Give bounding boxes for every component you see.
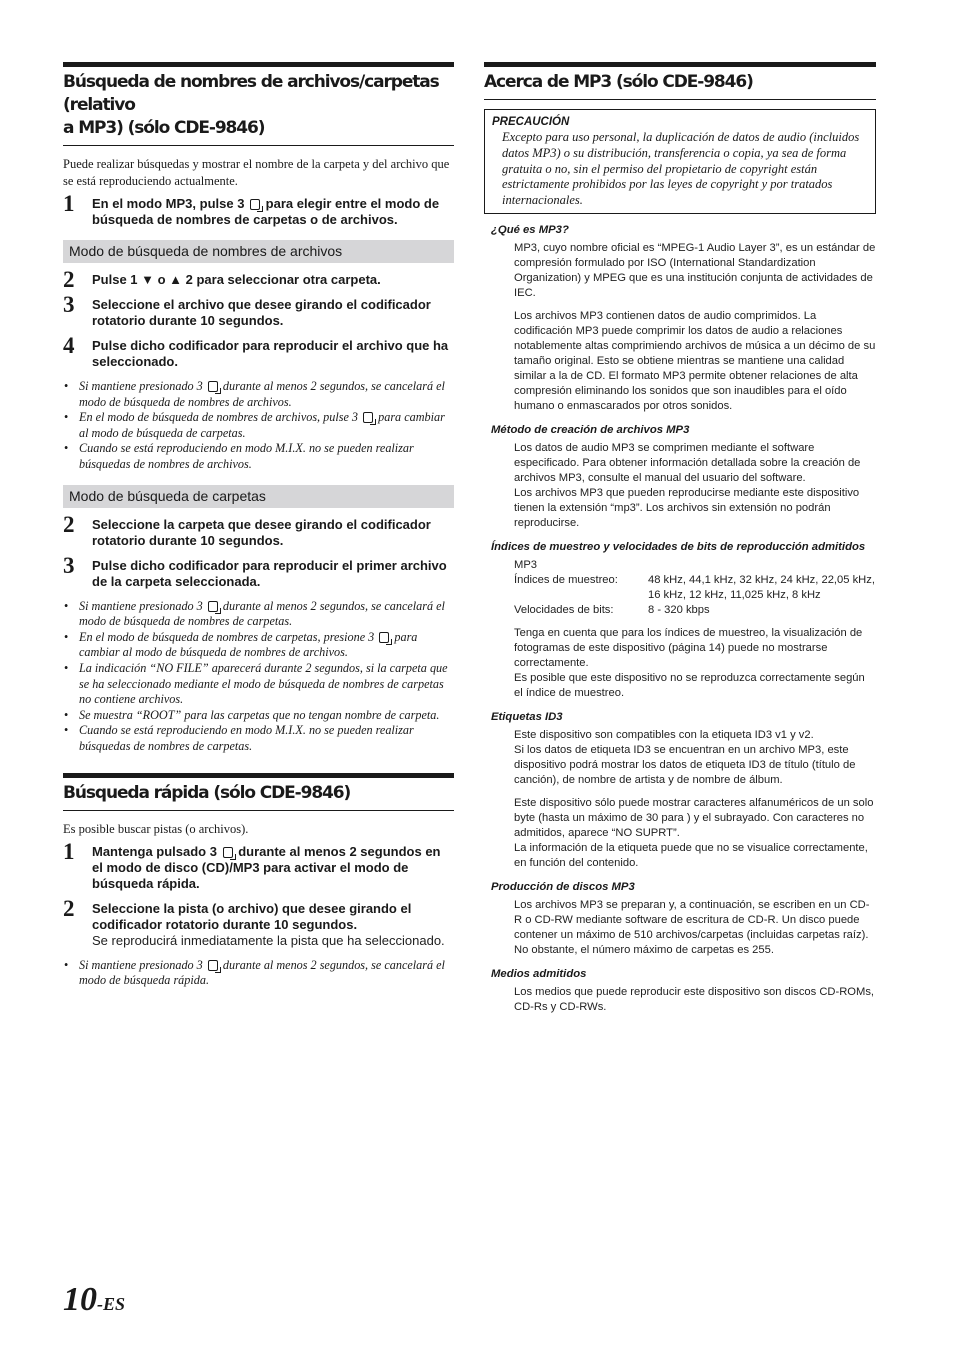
quick-step-1 xyxy=(63,838,454,892)
step-text: Seleccione la pista (o archivo) que desee girando el codificador rotatorio durante 10 segundos. xyxy=(92,900,412,932)
step-2 xyxy=(63,267,454,292)
folder-disc-icon xyxy=(363,412,373,423)
step-number: 1 xyxy=(63,191,75,216)
heading-sampling-rates: Índices de muestreo y velocidades de bits de reproducción admitidos xyxy=(491,540,866,553)
note-item: • En el modo de búsqueda de nombres de archivos, pulse 3 para cambiar al modo de búsqueda de carpetas. xyxy=(63,410,454,441)
step-text: Pulse 1 ▼ o ▲ 2 para seleccionar otra carpeta. xyxy=(92,272,381,287)
subheading-folder-search: Modo de búsqueda de carpetas xyxy=(63,485,454,508)
step-text-a: Mantenga pulsado 3 xyxy=(92,843,217,859)
paragraph: Los archivos MP3 contienen datos de audio comprimidos. La codificación MP3 puede comprimir los datos de audio a relaciones notablemente altas comprimiendo archivos de música a un décimo de su tamaño original. Esto se obtiene mientras se mantiene una calidad similar a la de CD. El formato MP3 permite obtener relaciones de alta compresión eliminando los sonidos que son inaudibles para el oído humano o enmascarados por otros sonidos. xyxy=(514,309,876,412)
section-title-text: Búsqueda rápida (sólo CDE-9846) xyxy=(63,782,351,803)
step-text-b: durante al menos 2 segundos en el modo de disco (CD)/MP3 para activar el modo de búsqueda rápida. xyxy=(92,843,441,891)
paragraph: Los archivos MP3 que pueden reproducirse mediante este dispositivo tienen la extensión “mp3”. Los archivos sin extensión no podrán reproducirse. xyxy=(514,486,860,529)
note-item: • En el modo de búsqueda de nombres de carpetas, presione 3 para cambiar al modo de búsqueda de nombres de archivos. xyxy=(63,630,454,661)
step-text: Seleccione el archivo que desee girando el codificador rotatorio durante 10 segundos. xyxy=(92,297,431,328)
section-title-search-names xyxy=(63,62,454,146)
spec-label: MP3 xyxy=(514,558,538,571)
notes-quick-search xyxy=(63,958,454,989)
spec-key: Velocidades de bits: xyxy=(514,603,614,616)
section-title-text: Acerca de MP3 (sólo CDE-9846) xyxy=(484,72,753,92)
folder-disc-icon xyxy=(379,632,389,643)
paragraph: Es posible que este dispositivo no se reproduzca correctamente según el índice de muestreo. xyxy=(514,671,865,699)
heading-id3-tags: Etiquetas ID3 xyxy=(491,710,563,723)
paragraph: Los medios que puede reproducir este dispositivo son discos CD-ROMs, CD-Rs y CD-RWs. xyxy=(514,985,875,1013)
step-text: Pulse dicho codificador para reproducir el primer archivo de la carpeta seleccionada. xyxy=(92,557,447,589)
step-text: Pulse dicho codificador para reproducir el archivo que ha seleccionado. xyxy=(92,338,449,369)
subheading-file-search: Modo de búsqueda de nombres de archivos xyxy=(63,240,454,263)
step-number: 1 xyxy=(63,838,75,864)
notes-file-search xyxy=(63,379,454,473)
spec-row xyxy=(514,573,876,603)
step-number: 3 xyxy=(63,292,75,317)
step-number: 2 xyxy=(63,511,75,537)
paragraph: Los archivos MP3 se preparan y, a continuación, se escriben en un CD-R o CD-RW mediante software de escritura de CD-R. Un disco puede contener un máximo de 510 archivos/carpetas (incluidas carpetas raíz). No obstante, el número máximo de carpetas es 255. xyxy=(514,898,870,956)
heading-what-is-mp3: ¿Qué es MP3? xyxy=(491,223,569,236)
section-title-about-mp3 xyxy=(484,62,876,100)
heading-creation-method: Método de creación de archivos MP3 xyxy=(491,423,690,436)
quick-step-2 xyxy=(63,895,454,949)
caution-box xyxy=(484,109,876,214)
spec-value: 48 kHz, 44,1 kHz, 32 kHz, 24 kHz, 22,05 kHz, 16 kHz, 12 kHz, 11,025 kHz, 8 kHz xyxy=(648,573,875,601)
heading-disc-production: Producción de discos MP3 xyxy=(491,880,635,893)
section-title-quick-search xyxy=(63,773,454,811)
step-text: Seleccione la carpeta que desee girando el codificador rotatorio durante 10 segundos. xyxy=(92,516,431,548)
intro-text: Puede realizar búsquedas y mostrar el nombre de la carpeta y del archivo que se está reproduciendo actualmente. xyxy=(63,157,450,188)
note-item: • Cuando se está reproduciendo en modo M.I.X. no se pueden realizar búsquedas de nombres de archivos. xyxy=(63,441,454,472)
spec-value: 8 - 320 kbps xyxy=(648,603,710,616)
paragraph: Si los datos de etiqueta ID3 se encuentran en un archivo MP3, este dispositivo podrá mostrar los datos de etiqueta ID3 de título (título de canción), de nombre de artista y de nombre de álbum. xyxy=(514,743,856,786)
paragraph: Los datos de audio MP3 se comprimen mediante el software especificado. Para obtener información detallada sobre la creación de archivos MP3, consulte el manual del usuario del software. xyxy=(514,441,861,484)
step-subtext: Se reproducirá inmediatamente la pista que ha seleccionado. xyxy=(92,932,445,948)
folder-disc-icon xyxy=(250,199,260,210)
folder-step-3 xyxy=(63,552,454,590)
spec-table xyxy=(514,558,876,618)
spec-row xyxy=(514,603,876,618)
step-text-a: En el modo MP3, pulse 3 xyxy=(92,196,245,211)
paragraph: MP3, cuyo nombre oficial es “MPEG-1 Audio Layer 3”, es un estándar de compresión formulado por ISO (International Standardization Organization) y MPEG que es una institución conjunta de actividades de IEC. xyxy=(514,241,876,299)
step-number: 3 xyxy=(63,552,75,578)
step-1 xyxy=(63,191,454,228)
left-column xyxy=(63,62,454,997)
caution-heading: PRECAUCIÓN xyxy=(492,116,570,128)
page-number-value: 10 xyxy=(63,1281,97,1318)
paragraph: Este dispositivo son compatibles con la etiqueta ID3 v1 y v2. xyxy=(514,728,814,741)
notes-folder-search xyxy=(63,599,454,755)
step-number: 2 xyxy=(63,895,75,921)
section-title-text: Búsqueda de nombres de archivos/carpetas (relativo a MP3) (sólo CDE-9846) xyxy=(63,72,439,138)
note-item: • Se muestra “ROOT” para las carpetas que no tengan nombre de carpeta. xyxy=(63,708,454,724)
note-item: • La indicación “NO FILE” aparecerá durante 2 segundos, si la carpeta que se ha seleccionado mediante el modo de búsqueda de nombres de carpetas no contiene archivos. xyxy=(63,661,454,708)
folder-disc-icon xyxy=(208,960,218,971)
step-3 xyxy=(63,292,454,329)
caution-text: Excepto para uso personal, la duplicación de datos de audio (incluidos datos MP3) o su distribución, transferencia o copia, ya sea de forma gratuita o no, sin el permiso del propietario de copyright están estrictamente prohibidos por las leyes de copyright y por tratados internacionales. xyxy=(502,130,860,208)
step-4 xyxy=(63,333,454,370)
step-text-b: para elegir entre el modo de búsqueda de nombres de carpetas o de archivos. xyxy=(92,196,440,227)
note-item: • Si mantiene presionado 3 durante al menos 2 segundos, se cancelará el modo de búsqueda de nombres de carpetas. xyxy=(63,599,454,630)
heading-supported-media: Medios admitidos xyxy=(491,967,587,980)
folder-disc-icon xyxy=(208,381,218,392)
folder-disc-icon xyxy=(223,847,233,858)
intro-text: Es posible buscar pistas (o archivos). xyxy=(63,821,249,836)
page-number xyxy=(63,1280,125,1320)
paragraph: Tenga en cuenta que para los índices de muestreo, la visualización de fotogramas de este dispositivo (página 14) puede no mostrarse correctamente. xyxy=(514,626,863,669)
page-number-suffix: -ES xyxy=(97,1294,126,1314)
note-item: • Cuando se está reproduciendo en modo M.I.X. no se pueden realizar búsquedas de nombres de carpetas. xyxy=(63,723,454,754)
step-number: 2 xyxy=(63,267,75,292)
folder-disc-icon xyxy=(208,601,218,612)
right-column xyxy=(484,62,876,1023)
folder-step-2 xyxy=(63,511,454,549)
paragraph: Este dispositivo sólo puede mostrar caracteres alfanuméricos de un solo byte (hasta un máximo de 30 para ) y el subrayado. Con caracteres no admitidos, aparece “NO SUPRT”. xyxy=(514,796,874,839)
note-item: • Si mantiene presionado 3 durante al menos 2 segundos, se cancelará el modo de búsqueda rápida. xyxy=(63,958,454,989)
step-number: 4 xyxy=(63,333,75,358)
note-item: • Si mantiene presionado 3 durante al menos 2 segundos, se cancelará el modo de búsqueda de nombres de archivos. xyxy=(63,379,454,410)
spec-key: Índices de muestreo: xyxy=(514,573,618,586)
paragraph: La información de la etiqueta puede que no se visualice correctamente, en función del contenido. xyxy=(514,841,868,869)
